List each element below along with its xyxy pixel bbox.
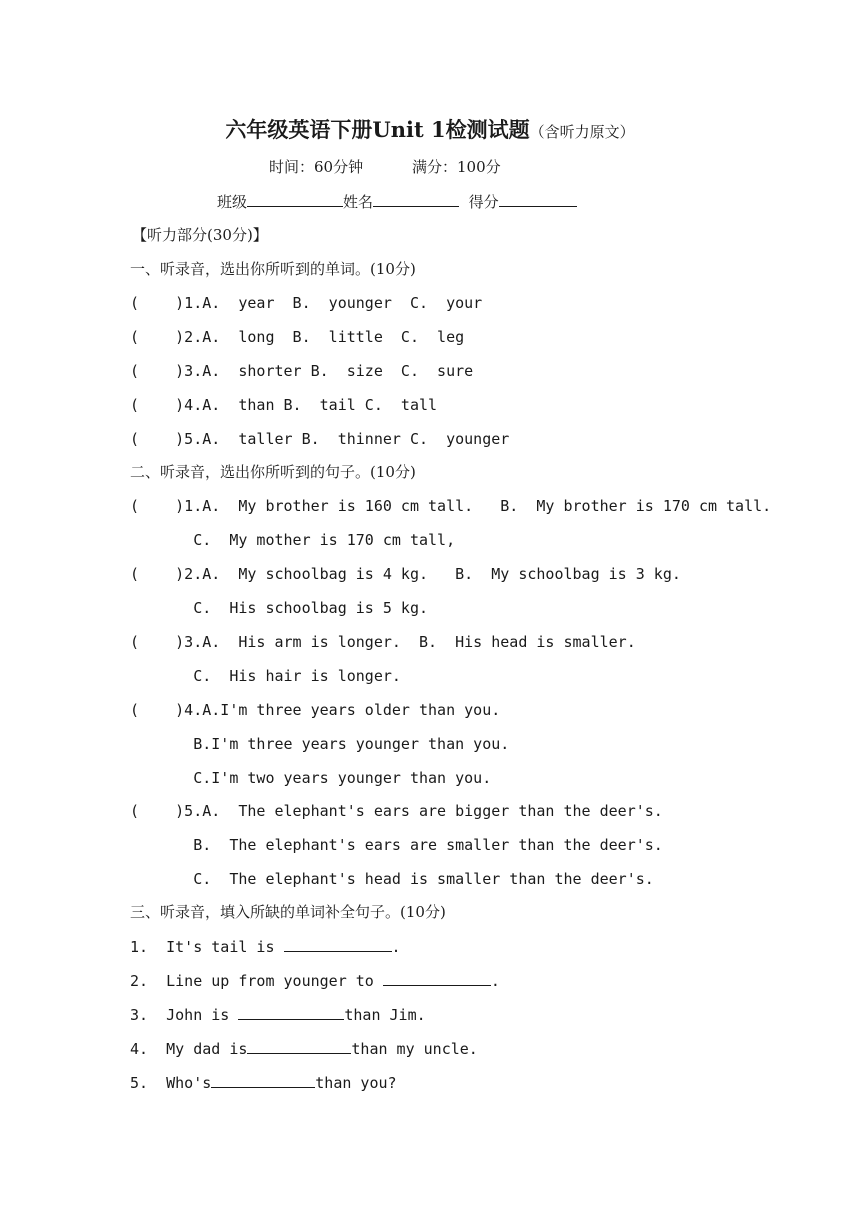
document-title [0, 116, 860, 146]
part2-line: ( )1.A. My brother is 160 cm tall. B. My brother is 170 cm tall. [130, 497, 772, 515]
exam-full-score: 满分：100分 [412, 158, 501, 176]
listening-section-header: 【听力部分(30分)】 [132, 226, 268, 244]
name-blank [373, 191, 459, 207]
part2-heading: 二、听录音，选出你所听到的句子。(10分) [130, 463, 416, 481]
part2-line: C. My mother is 170 cm tall, [130, 531, 456, 549]
part3-heading: 三、听录音，填入所缺的单词补全句子。(10分) [130, 903, 446, 921]
part2-line: B. The elephant's ears are smaller than the deer's. [130, 836, 663, 854]
part3-item [130, 1004, 426, 1025]
fill-text-before: 4. My dad is [130, 1040, 248, 1058]
part2-line: B.I'm three years younger than you. [130, 735, 510, 753]
part1-item: ( )3.A. shorter B. size C. sure [130, 362, 474, 380]
fill-text-before: 2. Line up from younger to [130, 972, 383, 990]
part2-line: C. The elephant's head is smaller than the deer's. [130, 870, 654, 888]
part1-item: ( )1.A. year B. younger C. your [130, 294, 483, 312]
part1-item: ( )2.A. long B. little C. leg [130, 328, 465, 346]
exam-time: 时间：60分钟 [269, 158, 364, 176]
class-blank [247, 191, 343, 207]
answer-blank [383, 970, 491, 986]
title-note: （含听力原文） [529, 123, 635, 141]
part2-line: ( )4.A.I'm three years older than you. [130, 701, 501, 719]
score-label: 得分 [468, 193, 499, 211]
fill-text-after: than you? [315, 1074, 397, 1092]
fill-text-before: 1. It's tail is [130, 938, 284, 956]
part1-item: ( )5.A. taller B. thinner C. younger [130, 430, 510, 448]
answer-blank [238, 1004, 344, 1020]
fill-text-after: . [391, 938, 401, 956]
part2-line: C. His hair is longer. [130, 667, 401, 685]
fill-text-after: than Jim. [344, 1006, 426, 1024]
part3-item [130, 1038, 478, 1059]
part1-item: ( )4.A. than B. tail C. tall [130, 396, 438, 414]
answer-blank [247, 1038, 351, 1054]
name-label: 姓名 [343, 193, 374, 211]
fill-text-before: 3. John is [130, 1006, 239, 1024]
part3-item [130, 1072, 397, 1093]
title-main: 六年级英语下册Unit 1检测试题 [225, 117, 530, 142]
part2-line: C. His schoolbag is 5 kg. [130, 599, 429, 617]
part3-item [130, 936, 401, 957]
class-label: 班级 [217, 193, 248, 211]
part2-line: ( )2.A. My schoolbag is 4 kg. B. My schoolbag is 3 kg. [130, 565, 681, 583]
part2-line: ( )5.A. The elephant's ears are bigger than the deer's. [130, 802, 663, 820]
answer-blank [211, 1072, 315, 1088]
part2-line: C.I'm two years younger than you. [130, 769, 492, 787]
part2-line: ( )3.A. His arm is longer. B. His head is smaller. [130, 633, 636, 651]
fill-text-before: 5. Who's [130, 1074, 212, 1092]
part3-item [130, 970, 500, 991]
fill-text-after: . [490, 972, 500, 990]
answer-blank [284, 936, 392, 952]
fill-text-after: than my uncle. [351, 1040, 478, 1058]
part1-heading: 一、听录音，选出你所听到的单词。(10分) [130, 260, 416, 278]
score-blank [499, 191, 577, 207]
student-info-row [217, 191, 577, 212]
